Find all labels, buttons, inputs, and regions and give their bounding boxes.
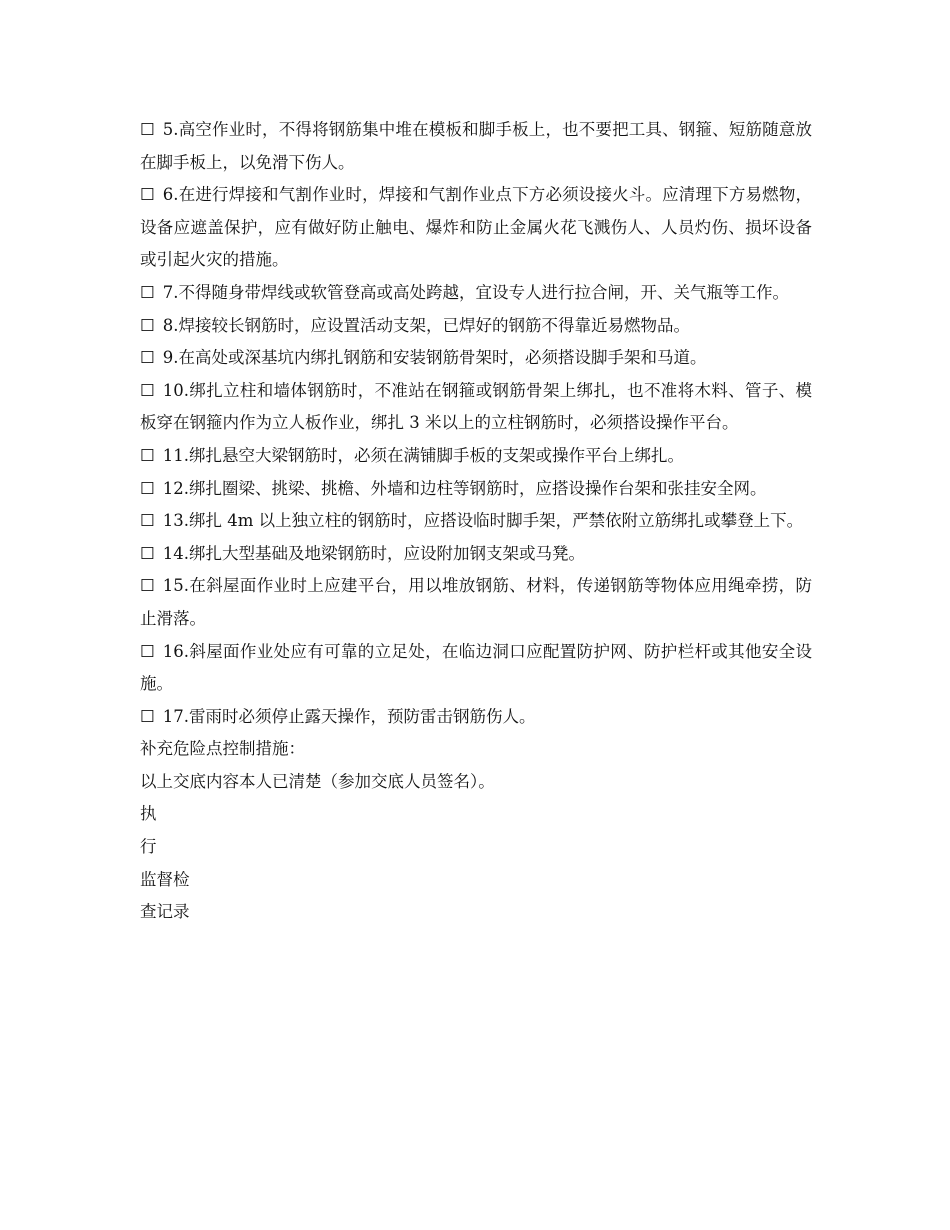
list-item — [140, 636, 812, 701]
item-text: 8.焊接较长钢筋时，应设置活动支架，已焊好的钢筋不得靠近易燃物品。 — [162, 315, 691, 335]
item-text: 10.绑扎立柱和墙体钢筋时，不准站在钢箍或钢筋骨架上绑扎，也不准将木料、管子、模板穿在钢箍内作为立人板作业，绑扎 3 米以上的立柱钢筋时，必须搭设操作平台。 — [140, 380, 812, 433]
acknowledgement-text: 以上交底内容本人已清楚（参加交底人员签名）。 — [140, 771, 495, 791]
list-item — [140, 701, 812, 734]
checkbox-icon[interactable]: ☐ — [140, 511, 155, 531]
list-item — [140, 310, 812, 343]
checkbox-icon[interactable]: ☐ — [140, 576, 155, 596]
list-item — [140, 342, 812, 375]
checkbox-icon[interactable]: ☐ — [140, 348, 155, 368]
document-page — [140, 114, 812, 929]
supplement-label: 补充危险点控制措施： — [140, 739, 305, 759]
item-text: 11.绑扎悬空大梁钢筋时，必须在满铺脚手板的支架或操作平台上绑扎。 — [162, 445, 685, 465]
item-text: 12.绑扎圈梁、挑梁、挑檐、外墙和边柱等钢筋时，应搭设操作台架和张挂安全网。 — [162, 478, 767, 498]
checkbox-icon[interactable]: ☐ — [140, 380, 155, 400]
list-item — [140, 505, 812, 538]
checkbox-icon[interactable]: ☐ — [140, 315, 155, 335]
list-item — [140, 375, 812, 440]
footer-line: 查记录 — [140, 902, 190, 922]
item-text: 6.在进行焊接和气割作业时，焊接和气割作业点下方必须设接火斗。应清理下方易燃物，设备应遮盖保护，应有做好防止触电、爆炸和防止金属火花飞溅伤人、人员灼伤、损坏设备或引起火灾的措施。 — [140, 185, 812, 270]
item-text: 7.不得随身带焊线或软管登高或高处跨越，宜设专人进行拉合闸，开、关气瓶等工作。 — [162, 282, 790, 302]
list-item — [140, 570, 812, 635]
item-text: 13.绑扎 4m 以上独立柱的钢筋时，应搭设临时脚手架，严禁依附立筋绑扎或攀登上下。 — [162, 511, 804, 531]
checkbox-icon[interactable]: ☐ — [140, 543, 155, 563]
item-text: 5.高空作业时，不得将钢筋集中堆在模板和脚手板上，也不要把工具、钢箍、短筋随意放在脚手板上，以免滑下伤人。 — [140, 120, 812, 172]
item-text: 17.雷雨时必须停止露天操作，预防雷击钢筋伤人。 — [162, 706, 536, 726]
list-item — [140, 179, 812, 277]
checkbox-icon[interactable]: ☐ — [140, 641, 155, 661]
list-item — [140, 538, 812, 571]
footer-line: 行 — [140, 837, 157, 857]
footer-line: 执 — [140, 804, 157, 824]
item-text: 9.在高处或深基坑内绑扎钢筋和安装钢筋骨架时，必须搭设脚手架和马道。 — [162, 348, 707, 368]
item-text: 15.在斜屋面作业时上应建平台，用以堆放钢筋、材料，传递钢筋等物体应用绳牵捞，防止滑落。 — [140, 576, 812, 628]
list-item — [140, 277, 812, 310]
list-item — [140, 114, 812, 179]
checkbox-icon[interactable]: ☐ — [140, 445, 155, 465]
checkbox-icon[interactable]: ☐ — [140, 478, 155, 498]
checkbox-icon[interactable]: ☐ — [140, 706, 155, 726]
item-text: 16.斜屋面作业处应有可靠的立足处，在临边洞口应配置防护网、防护栏杆或其他安全设施。 — [140, 641, 812, 694]
list-item — [140, 440, 812, 473]
item-text: 14.绑扎大型基础及地梁钢筋时，应设附加钢支架或马凳。 — [162, 543, 586, 563]
checkbox-icon[interactable]: ☐ — [140, 282, 155, 302]
list-item — [140, 473, 812, 506]
footer-line: 监督检 — [140, 869, 190, 889]
checkbox-icon[interactable]: ☐ — [140, 185, 155, 205]
checkbox-icon[interactable]: ☐ — [140, 120, 155, 139]
